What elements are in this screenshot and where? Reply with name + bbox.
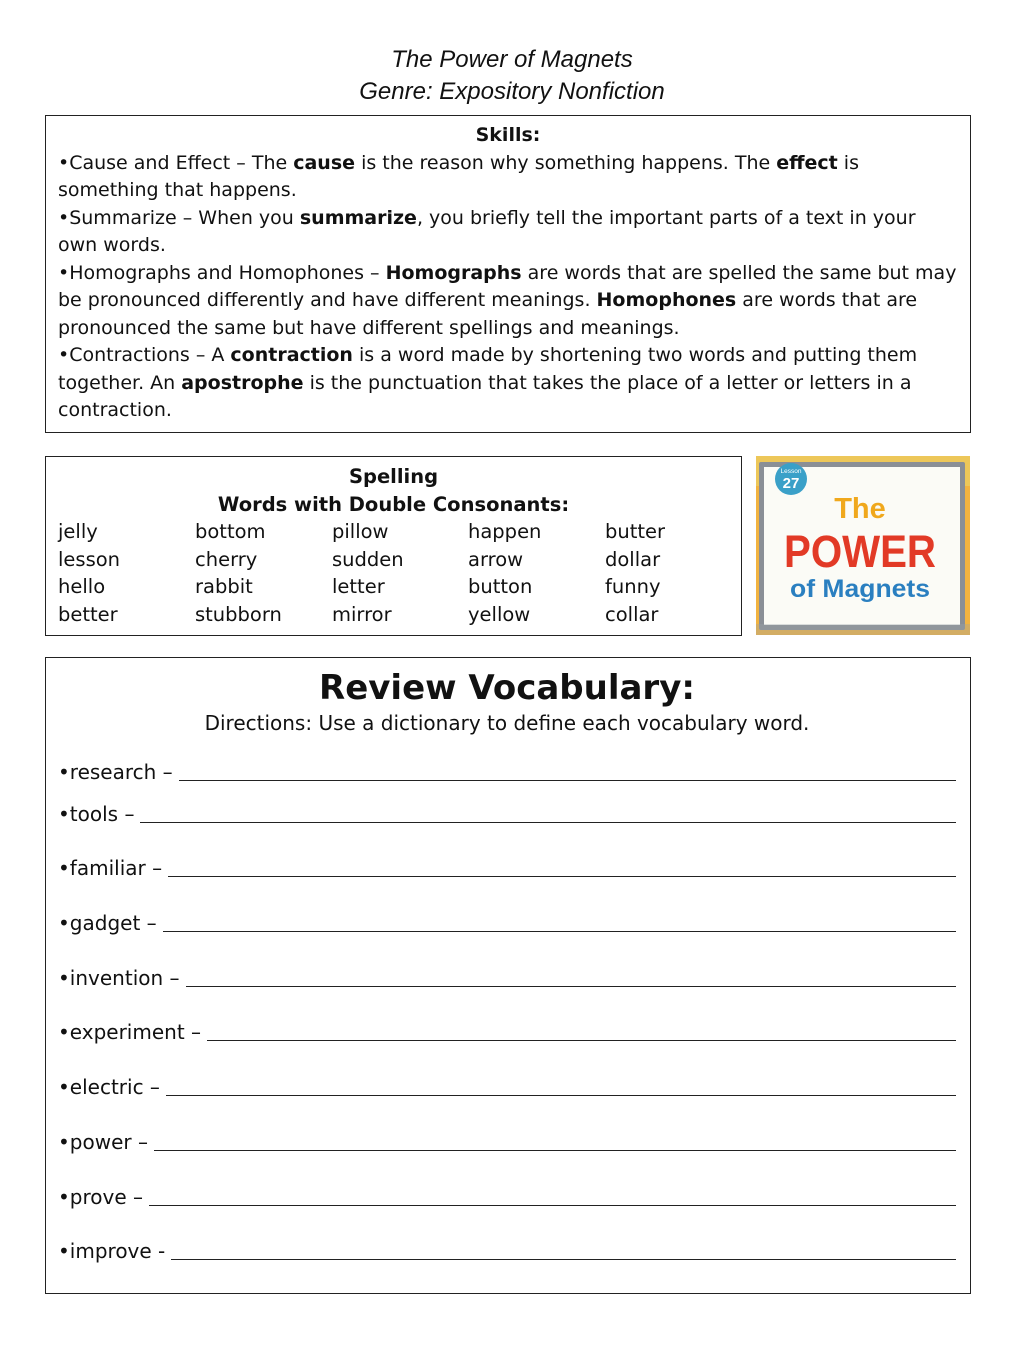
vocabulary-directions: Directions: Use a dictionary to define each vocabulary word. xyxy=(204,711,810,735)
spelling-word: button xyxy=(468,575,533,598)
skill-text: is something that happens. xyxy=(58,151,859,201)
spelling-subheading: Words with Double Consonants: xyxy=(217,492,570,516)
worksheet-header xyxy=(0,44,1024,108)
spelling-word: mirror xyxy=(332,602,392,626)
definition-blank-line[interactable] xyxy=(186,986,956,987)
skill-term: effect xyxy=(776,151,838,174)
vocabulary-word: •electric – xyxy=(58,1075,160,1100)
skill-text: is the punctuation that takes the place of a letter or letters in a contraction. xyxy=(58,371,912,421)
vocabulary-word: •power – xyxy=(58,1129,148,1154)
definition-blank-line[interactable] xyxy=(163,931,956,932)
skill-term: apostrophe xyxy=(181,371,304,394)
spelling-word: funny xyxy=(605,575,661,598)
vocabulary-row xyxy=(58,839,956,894)
lesson-label: Lesson xyxy=(780,468,802,475)
vocabulary-word: •invention – xyxy=(58,965,180,990)
spelling-word: letter xyxy=(332,575,385,598)
definition-blank-line[interactable] xyxy=(179,780,956,781)
skill-text: , you briefly tell the important parts of a text in your own words. xyxy=(58,206,916,256)
definition-blank-line[interactable] xyxy=(154,1150,956,1151)
vocabulary-row xyxy=(58,1057,956,1112)
vocabulary-word: •gadget – xyxy=(58,911,157,936)
skill-term: summarize xyxy=(299,206,417,229)
vocabulary-row xyxy=(58,1222,956,1277)
skill-term: Homographs xyxy=(385,261,522,284)
skill-term: cause xyxy=(293,151,356,174)
genre-label: Genre: Expository Nonfiction xyxy=(359,78,665,105)
skills-box xyxy=(45,115,971,433)
vocabulary-word: •tools – xyxy=(58,801,135,826)
skill-item xyxy=(58,342,958,425)
vocabulary-title: Review Vocabulary: xyxy=(319,668,695,708)
vocabulary-word: •familiar – xyxy=(58,856,163,881)
skill-text: are words that are spelled the same but may be pronounced differently and have different meanings. xyxy=(58,261,957,311)
definition-blank-line[interactable] xyxy=(149,1205,956,1206)
vocabulary-row xyxy=(58,893,956,948)
spelling-word: yellow xyxy=(468,602,531,626)
cover-word-the: The xyxy=(834,493,886,525)
spelling-word: jelly xyxy=(58,520,98,543)
vocabulary-word: •research – xyxy=(58,760,173,784)
skill-text: •Cause and Effect – The xyxy=(58,151,294,174)
skill-item xyxy=(58,260,958,343)
skill-item xyxy=(58,150,958,205)
skill-text: •Summarize – When you xyxy=(58,206,300,229)
vocabulary-row xyxy=(58,1003,956,1058)
vocabulary-list xyxy=(58,756,956,1276)
skill-text: is a word made by shortening two words and putting them together. An xyxy=(58,344,918,394)
spelling-word-grid xyxy=(58,518,729,628)
skill-term: contraction xyxy=(230,344,353,366)
spelling-word: cherry xyxy=(195,547,258,571)
definition-blank-line[interactable] xyxy=(168,876,956,877)
skill-text: •Contractions – A xyxy=(58,344,231,366)
spelling-word: bottom xyxy=(195,520,266,543)
skills-list xyxy=(58,150,958,425)
vocabulary-word: •prove – xyxy=(58,1184,144,1209)
skill-term: Homophones xyxy=(596,289,737,311)
skill-item xyxy=(58,205,958,260)
spelling-word: pillow xyxy=(332,520,389,543)
spelling-word: happen xyxy=(468,520,542,543)
vocabulary-row xyxy=(58,784,956,839)
spelling-word: lesson xyxy=(58,547,121,571)
vocabulary-row xyxy=(58,1167,956,1222)
spelling-word: butter xyxy=(605,520,666,543)
spelling-word: better xyxy=(58,602,118,626)
skill-text: is the reason why something happens. The xyxy=(355,151,777,174)
spelling-heading: Spelling xyxy=(348,465,439,488)
cover-bottom-shadow xyxy=(756,624,970,635)
cover-word-power: POWER xyxy=(784,526,936,577)
spelling-word: sudden xyxy=(332,547,404,571)
spelling-word: stubborn xyxy=(195,602,282,626)
skill-text: are words that are pronounced the same but have different spellings and meanings. xyxy=(58,289,918,339)
vocabulary-word: •improve - xyxy=(58,1239,166,1264)
skill-text: •Homographs and Homophones – xyxy=(58,261,386,284)
definition-blank-line[interactable] xyxy=(140,822,956,823)
spelling-word: collar xyxy=(605,602,659,626)
vocabulary-row xyxy=(58,1112,956,1167)
skills-heading: Skills: xyxy=(475,124,541,146)
vocabulary-row xyxy=(58,948,956,1003)
book-cover-image xyxy=(756,456,970,635)
definition-blank-line[interactable] xyxy=(207,1040,956,1041)
cover-words-of-magnets: of Magnets xyxy=(790,575,930,603)
story-title: The Power of Magnets xyxy=(391,46,633,73)
vocabulary-row xyxy=(58,756,956,784)
definition-blank-line[interactable] xyxy=(171,1259,956,1260)
spelling-word: rabbit xyxy=(195,575,253,598)
spelling-word: hello xyxy=(58,575,106,598)
vocabulary-box xyxy=(45,657,971,1294)
vocabulary-word: •experiment – xyxy=(58,1020,202,1045)
spelling-word: arrow xyxy=(468,547,524,571)
definition-blank-line[interactable] xyxy=(166,1095,956,1096)
spelling-word: dollar xyxy=(605,547,661,571)
spelling-box xyxy=(45,456,742,636)
lesson-number: 27 xyxy=(782,475,800,492)
